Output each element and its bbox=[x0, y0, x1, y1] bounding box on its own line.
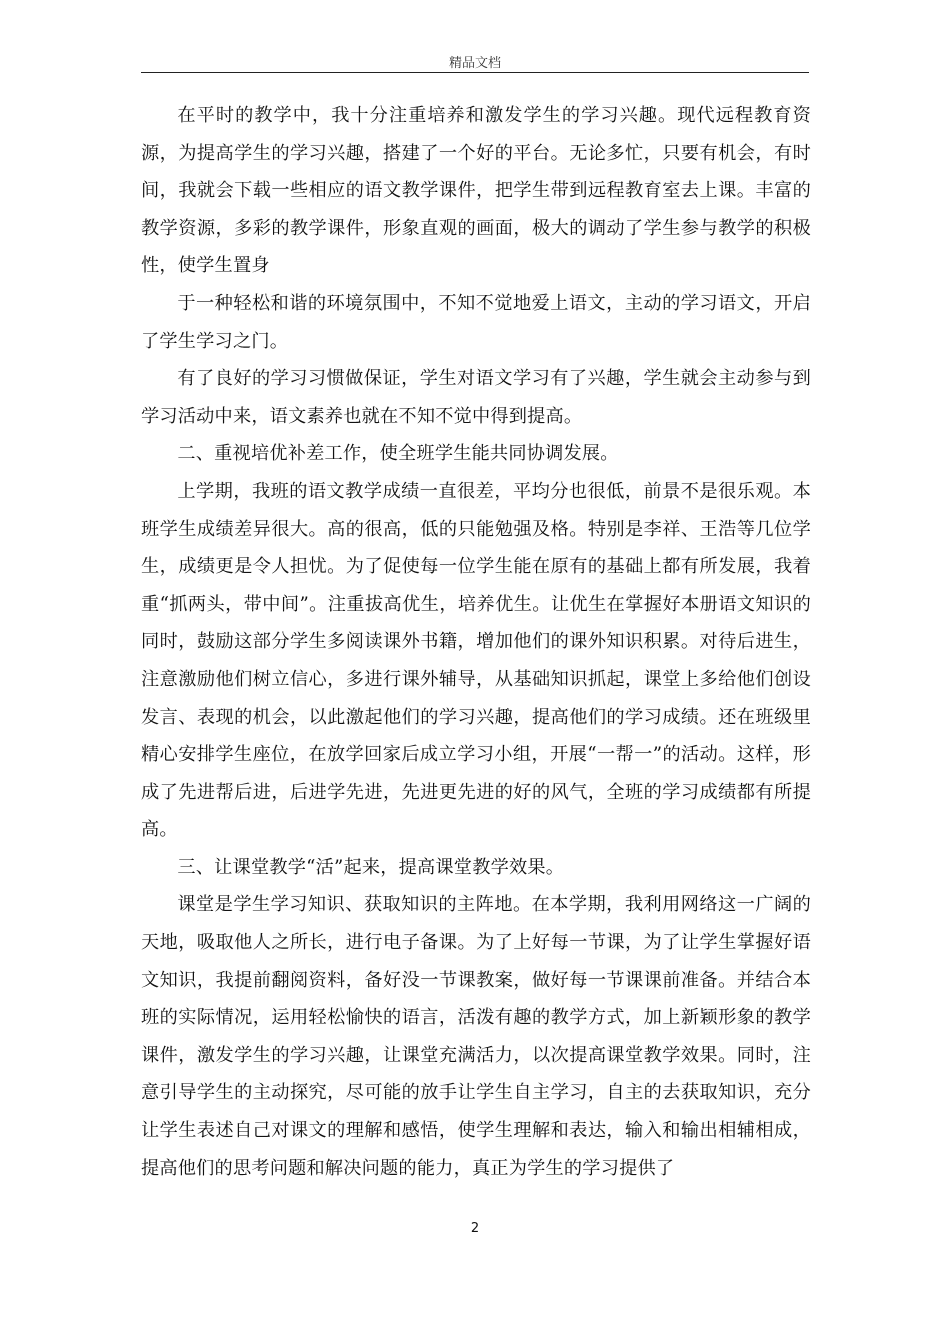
header-divider bbox=[141, 72, 809, 73]
paragraph-interest-continued: 于一种轻松和谐的环境氛围中，不知不觉地爱上语文，主动的学习语文，开启了学生学习之门。 bbox=[141, 292, 811, 352]
paragraph-tutoring: 上学期，我班的语文教学成绩一直很差，平均分也很低，前景不是很乐观。本班学生成绩差异很大。高的很高，低的只能勉强及格。特别是李祥、王浩等几位学生，成绩更是令人担忧。为了促使每一位学生能在原有的基础上都有所发展，我着重“抓两头，带中间”。注重拔高优生，培养优生。让优生在掌握好本册语文知识的同时，鼓励这部分学生多阅读课外书籍，增加他们的课外知识积累。对待后进生，注意激励他们树立信心，多进行课外辅导，从基础知识抓起，课堂上多给他们创设发言、表现的机会，以此激起他们的学习兴趣，提高他们的学习成绩。还在班级里精心安排学生座位，在放学回家后成立学习小组，开展“一帮一”的活动。这样，形成了先进帮后进，后进学先进，先进更先进的好的风气，全班的学习成绩都有所提高。 bbox=[141, 480, 811, 841]
document-body bbox=[141, 97, 811, 1187]
paragraph-classroom: 课堂是学生学习知识、获取知识的主阵地。在本学期，我利用网络这一广阔的天地，吸取他人之所长，进行电子备课。为了上好每一节课，为了让学生掌握好语文知识，我提前翻阅资料，备好没一节课教案，做好每一节课课前准备。并结合本班的实际情况，运用轻松愉快的语言，活泼有趣的教学方式，加上新颖形象的教学课件，激发学生的学习兴趣，让课堂充满活力，以次提高课堂教学效果。同时，注意引导学生的主动探究，尽可能的放手让学生自主学习，自主的去获取知识，充分让学生表述自己对课文的理解和感悟，使学生理解和表达，输入和输出相辅相成，提高他们的思考问题和解决问题的能力，真正为学生的学习提供了 bbox=[141, 894, 811, 1179]
page-header-title: 精品文档 bbox=[448, 56, 501, 71]
section-heading-two: 二、重视培优补差工作，使全班学生能共同协调发展。 bbox=[177, 443, 619, 465]
section-heading-three: 三、让课堂教学“活”起来，提高课堂教学效果。 bbox=[177, 856, 565, 878]
page-number: 2 bbox=[470, 1221, 480, 1236]
paragraph-habits: 有了良好的学习习惯做保证，学生对语文学习有了兴趣，学生就会主动参与到学习活动中来，语文素养也就在不知不觉中得到提高。 bbox=[141, 368, 811, 427]
paragraph-interest: 在平时的教学中，我十分注重培养和激发学生的学习兴趣。现代远程教育资源，为提高学生的学习兴趣，搭建了一个好的平台。无论多忙，只要有机会，有时间，我就会下载一些相应的语文教学课件，把学生带到远程教育室去上课。丰富的教学资源，多彩的教学课件，形象直观的画面，极大的调动了学生参与教学的积极性，使学生置身 bbox=[141, 105, 811, 277]
